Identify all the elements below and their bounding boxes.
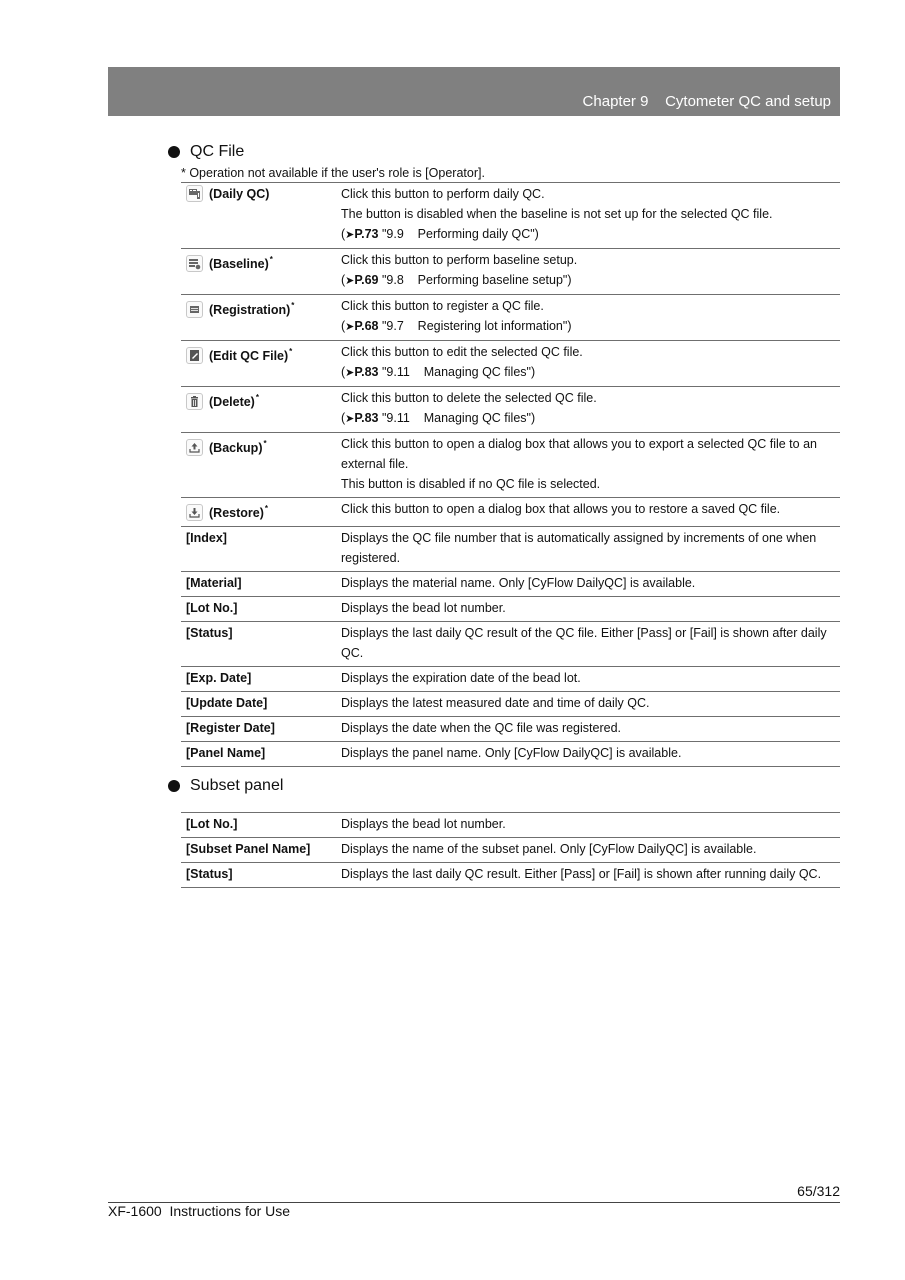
button-label: (Restore)	[209, 506, 264, 520]
arrow-icon: ➤	[345, 413, 355, 425]
table-row	[181, 341, 840, 387]
button-label: (Backup)	[209, 441, 263, 455]
table-row	[181, 433, 840, 498]
description-line: Click this button to open a dialog box that allows you to export a selected QC file to an external file.	[341, 437, 817, 471]
edit-qc-file-icon	[186, 347, 203, 364]
field-description: Displays the QC file number that is automatically assigned by increments of one when registered.	[341, 527, 840, 572]
restricted-asterisk: *	[255, 393, 259, 402]
backup-icon	[186, 439, 203, 456]
table-row	[181, 183, 840, 249]
field-term: [Exp. Date]	[181, 667, 341, 692]
page-reference[interactable]: (➤P.68 "9.7 Registering lot information")	[341, 319, 572, 333]
page-number: 65/312	[797, 1183, 840, 1199]
button-label: (Baseline)	[209, 257, 269, 271]
ref-page: P.83	[354, 411, 379, 425]
operator-restriction-note: * Operation not available if the user's role is [Operator].	[181, 166, 485, 180]
ref-page: P.69	[354, 273, 379, 287]
button-term	[181, 183, 341, 249]
bullet-icon	[168, 146, 180, 158]
field-description: Displays the last daily QC result. Either [Pass] or [Fail] is shown after running daily QC.	[341, 863, 840, 888]
field-description: Displays the bead lot number.	[341, 813, 840, 838]
button-label: (Registration)	[209, 303, 291, 317]
bullet-icon	[168, 780, 180, 792]
field-term: [Panel Name]	[181, 742, 341, 767]
field-term: [Register Date]	[181, 717, 341, 742]
section-title: QC File	[190, 143, 245, 160]
arrow-icon: ➤	[345, 229, 355, 241]
description-line: Click this button to delete the selected QC file.	[341, 391, 597, 405]
button-term	[181, 249, 341, 295]
ref-text: "9.11 Managing QC files")	[378, 365, 536, 379]
description-line: Click this button to open a dialog box that allows you to restore a saved QC file.	[341, 502, 781, 516]
table-row	[181, 863, 840, 888]
field-term: [Update Date]	[181, 692, 341, 717]
arrow-icon: ➤	[345, 275, 355, 287]
restricted-asterisk: *	[269, 255, 273, 264]
description-line: This button is disabled if no QC file is selected.	[341, 477, 601, 491]
document-title: XF-1600 Instructions for Use	[108, 1203, 291, 1219]
field-term: [Lot No.]	[181, 813, 341, 838]
table-row	[181, 667, 840, 692]
page-reference[interactable]: (➤P.69 "9.8 Performing baseline setup")	[341, 273, 572, 287]
button-description	[341, 498, 840, 527]
field-term: [Status]	[181, 622, 341, 667]
button-term	[181, 341, 341, 387]
arrow-icon: ➤	[345, 367, 355, 379]
description-line: Click this button to edit the selected QC file.	[341, 345, 583, 359]
daily-qc-icon	[186, 185, 203, 202]
description-line: Click this button to perform daily QC.	[341, 187, 545, 201]
section-heading-subset-panel	[168, 777, 283, 795]
subset-panel-table	[181, 812, 840, 888]
restricted-asterisk: *	[263, 439, 267, 448]
button-description	[341, 295, 840, 341]
table-row	[181, 527, 840, 572]
field-term: [Subset Panel Name]	[181, 838, 341, 863]
description-line: Click this button to perform baseline setup.	[341, 253, 578, 267]
field-term: [Lot No.]	[181, 597, 341, 622]
button-term	[181, 387, 341, 433]
ref-page: P.83	[354, 365, 379, 379]
button-label: (Daily QC)	[209, 187, 270, 201]
registration-icon	[186, 301, 203, 318]
baseline-icon	[186, 255, 203, 272]
ref-text: "9.11 Managing QC files")	[378, 411, 536, 425]
arrow-icon: ➤	[345, 321, 355, 333]
field-description: Displays the bead lot number.	[341, 597, 840, 622]
table-row	[181, 717, 840, 742]
table-row	[181, 295, 840, 341]
qc-file-table	[181, 182, 840, 767]
section-title: Subset panel	[190, 777, 284, 794]
ref-text: "9.7 Registering lot information")	[378, 319, 572, 333]
page-reference[interactable]: (➤P.83 "9.11 Managing QC files")	[341, 365, 536, 379]
button-term	[181, 295, 341, 341]
field-description: Displays the date when the QC file was registered.	[341, 717, 840, 742]
table-row	[181, 838, 840, 863]
table-row	[181, 387, 840, 433]
table-row	[181, 249, 840, 295]
table-row	[181, 622, 840, 667]
field-description: Displays the latest measured date and time of daily QC.	[341, 692, 840, 717]
field-description: Displays the name of the subset panel. Only [CyFlow DailyQC] is available.	[341, 838, 840, 863]
page-reference[interactable]: (➤P.83 "9.11 Managing QC files")	[341, 411, 536, 425]
restricted-asterisk: *	[289, 347, 293, 356]
ref-page: P.68	[354, 319, 379, 333]
ref-page: P.73	[354, 227, 379, 241]
button-label: (Edit QC File)	[209, 349, 289, 363]
table-row	[181, 813, 840, 838]
table-row	[181, 498, 840, 527]
restricted-asterisk: *	[291, 301, 295, 310]
table-row	[181, 692, 840, 717]
ref-text: "9.9 Performing daily QC")	[378, 227, 539, 241]
button-term	[181, 498, 341, 527]
field-term: [Index]	[181, 527, 341, 572]
description-line: The button is disabled when the baseline is not set up for the selected QC file.	[341, 207, 773, 221]
chapter-header-band	[108, 67, 840, 116]
field-description: Displays the material name. Only [CyFlow DailyQC] is available.	[341, 572, 840, 597]
button-description	[341, 341, 840, 387]
table-row	[181, 597, 840, 622]
button-description	[341, 249, 840, 295]
field-description: Displays the last daily QC result of the QC file. Either [Pass] or [Fail] is shown after daily QC.	[341, 622, 840, 667]
table-row	[181, 572, 840, 597]
button-label: (Delete)	[209, 395, 255, 409]
table-row	[181, 742, 840, 767]
field-description: Displays the expiration date of the bead lot.	[341, 667, 840, 692]
field-description: Displays the panel name. Only [CyFlow DailyQC] is available.	[341, 742, 840, 767]
button-description	[341, 387, 840, 433]
restricted-asterisk: *	[264, 504, 268, 513]
button-description	[341, 433, 840, 498]
restore-icon	[186, 504, 203, 521]
button-term	[181, 433, 341, 498]
page-reference[interactable]: (➤P.73 "9.9 Performing daily QC")	[341, 227, 539, 241]
section-heading-qc-file	[168, 143, 244, 161]
ref-text: "9.8 Performing baseline setup")	[378, 273, 572, 287]
button-description	[341, 183, 840, 249]
field-term: [Status]	[181, 863, 341, 888]
description-line: Click this button to register a QC file.	[341, 299, 544, 313]
field-term: [Material]	[181, 572, 341, 597]
chapter-title: Chapter 9 Cytometer QC and setup	[582, 93, 831, 110]
delete-icon	[186, 393, 203, 410]
